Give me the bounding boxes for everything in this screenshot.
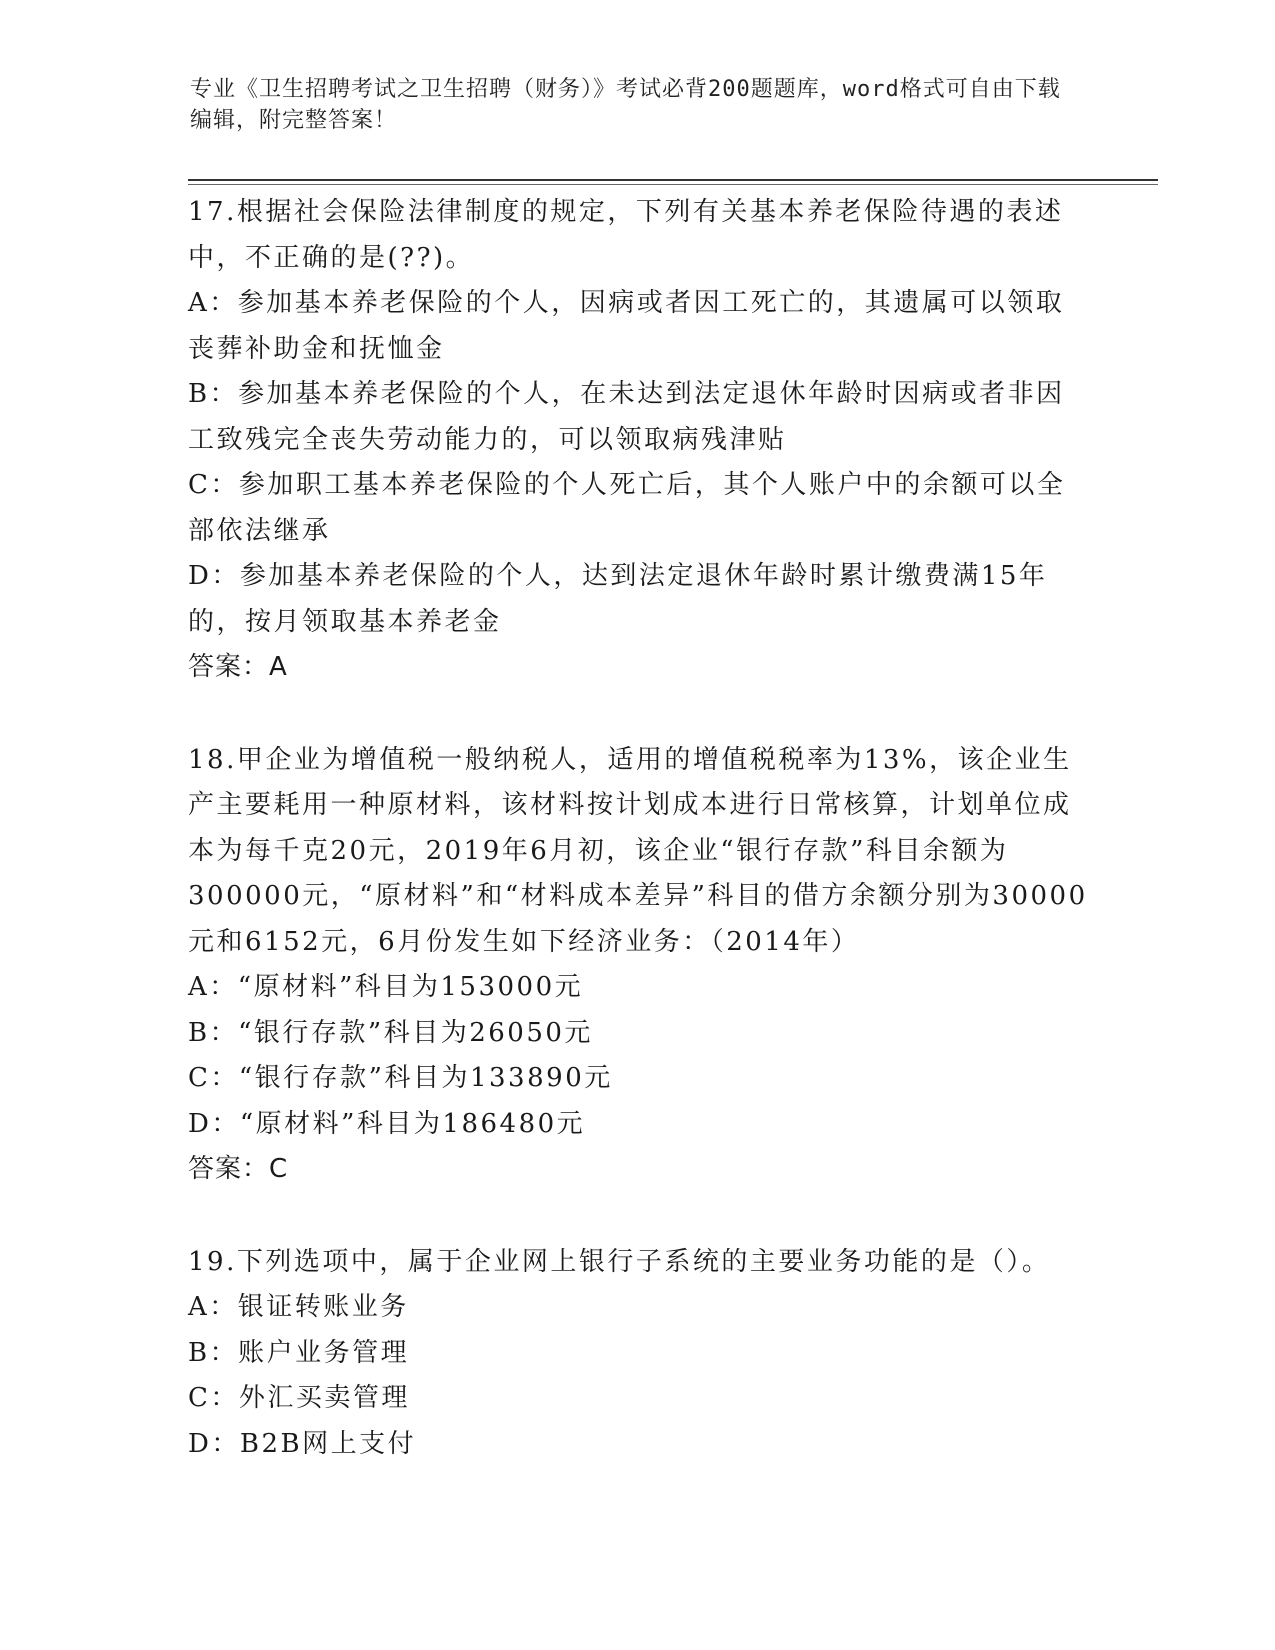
answer-label: 答案：C bbox=[188, 1154, 289, 1184]
header-divider-thin bbox=[188, 184, 1158, 185]
option-c: C：参加职工基本养老保险的个人死亡后，其个人账户中的余额可以全部依法继承 bbox=[188, 470, 1066, 546]
question-18 bbox=[188, 738, 1088, 1193]
question-stem: 17.根据社会保险法律制度的规定，下列有关基本养老保险待遇的表述中，不正确的是(??)。 bbox=[188, 197, 1064, 273]
question-17 bbox=[188, 190, 1088, 691]
option-c: C：“银行存款”科目为133890元 bbox=[188, 1063, 613, 1093]
option-b: B：“银行存款”科目为26050元 bbox=[188, 1017, 593, 1048]
option-d: D：参加基本养老保险的个人，达到法定退休年龄时累计缴费满15年的，按月领取基本养老金 bbox=[188, 561, 1048, 637]
question-list bbox=[188, 190, 1088, 1467]
option-a: A：参加基本养老保险的个人，因病或者因工死亡的，其遗属可以领取丧葬补助金和抚恤金 bbox=[188, 288, 1065, 364]
answer-label: 答案：A bbox=[188, 652, 288, 682]
option-c: C：外汇买卖管理 bbox=[188, 1383, 410, 1413]
question-spacer bbox=[188, 691, 1088, 738]
option-b: B：账户业务管理 bbox=[188, 1337, 410, 1368]
option-d: D：B2B网上支付 bbox=[188, 1428, 417, 1459]
header-divider-thick bbox=[188, 179, 1158, 181]
document-header: 专业《卫生招聘考试之卫生招聘（财务）》考试必背200题题库，word格式可自由下载编辑，附完整答案！ bbox=[190, 77, 1061, 133]
question-stem: 18.甲企业为增值税一般纳税人，适用的增值税税率为13%，该企业生产主要耗用一种原材料，该材料按计划成本进行日常核算，计划单位成本为每千克20元，2019年6月初，该企业“银行存款”科目余额为300000元，“原材料”和“材料成本差异”科目的借方余额分别为30000元和6152元，6月份发生如下经济业务：（2014年） bbox=[188, 744, 1088, 957]
option-b: B：参加基本养老保险的个人，在未达到法定退休年龄时因病或者非因工致残完全丧失劳动能力的，可以领取病残津贴 bbox=[188, 379, 1065, 455]
option-a: A：银证转账业务 bbox=[188, 1292, 409, 1322]
option-a: A：“原材料”科目为153000元 bbox=[188, 972, 584, 1002]
option-d: D：“原材料”科目为186480元 bbox=[188, 1108, 586, 1139]
question-stem: 19.下列选项中，属于企业网上银行子系统的主要业务功能的是（）。 bbox=[188, 1246, 1051, 1277]
question-19 bbox=[188, 1240, 1088, 1468]
question-spacer bbox=[188, 1193, 1088, 1240]
